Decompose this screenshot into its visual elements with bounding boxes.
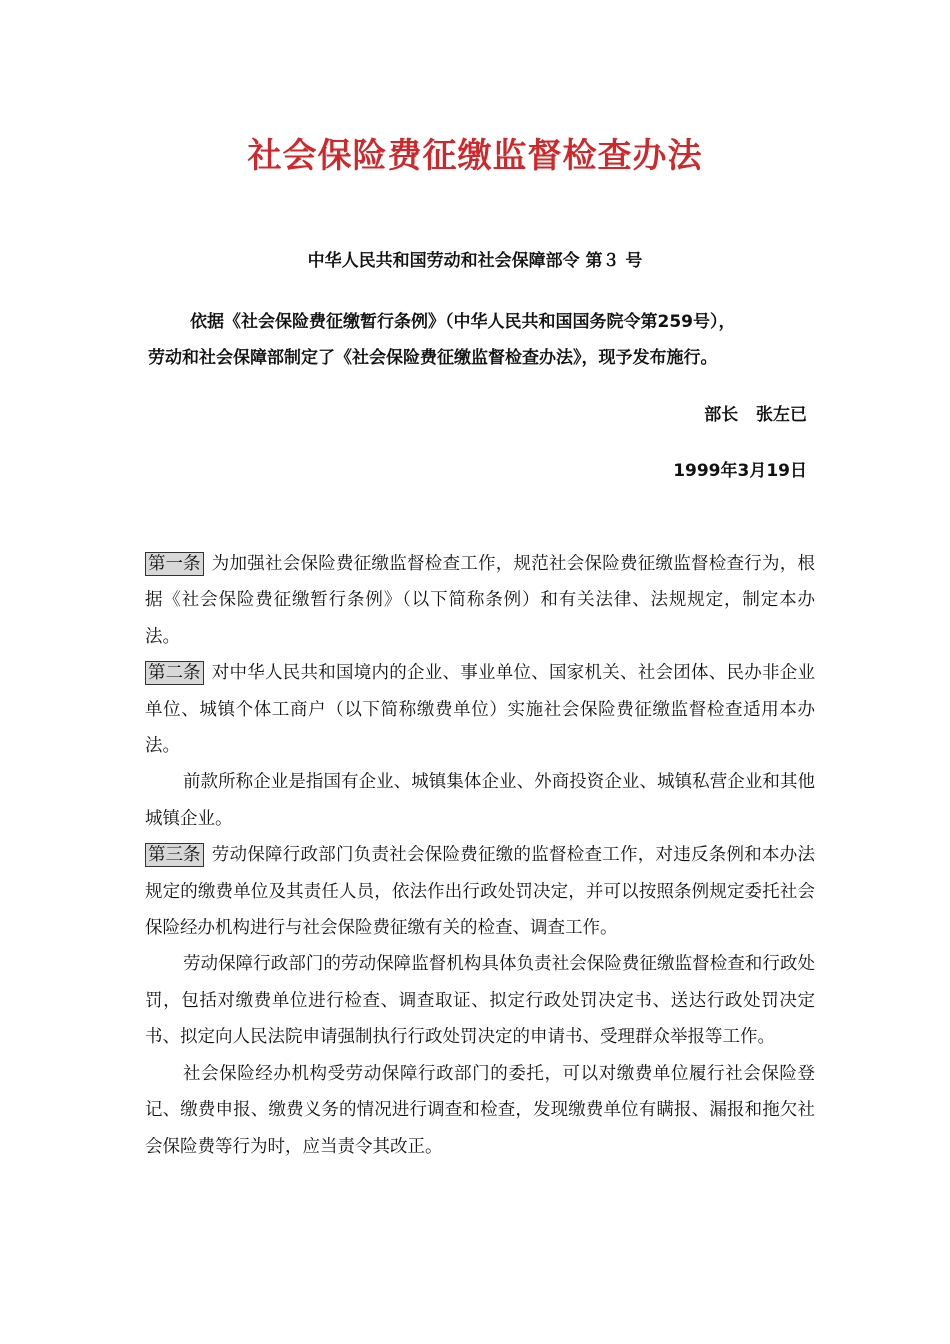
- issue-date: 1999年3月19日: [673, 461, 807, 481]
- article-3-paragraph-3: 社会保险经办机构受劳动保障行政部门的委托，可以对缴费单位履行社会保险登记、缴费申报、缴费义务的情况进行调查和检查，发现缴费单位有瞒报、漏报和拖欠社会保险费等行为时，应当责令其改正。: [145, 1063, 815, 1157]
- article-label: 第一条: [145, 552, 204, 576]
- article-1: [145, 546, 815, 655]
- article-3-paragraph-2: 劳动保障行政部门的劳动保障监督机构具体负责社会保险费征缴监督检查和行政处罚，包括对缴费单位进行检查、调查取证、拟定行政处罚决定书、送达行政处罚决定书、拟定向人民法院申请强制执行行政处罚决定的申请书、受理群众举报等工作。: [145, 954, 815, 1048]
- document-title: 社会保险费征缴监督检查办法: [247, 136, 703, 176]
- preamble-line-2: 劳动和社会保障部制定了《社会保险费征缴监督检查办法》，现予发布施行。: [148, 348, 718, 368]
- preamble: [148, 304, 818, 376]
- article-label: 第三条: [145, 843, 204, 867]
- article-3: [145, 837, 815, 946]
- article-text: 劳动保障行政部门负责社会保险费征缴的监督检查工作，对违反条例和本办法规定的缴费单位及其责任人员，依法作出行政处罚决定，并可以按照条例规定委托社会保险经办机构进行与社会保险费征缴有关的检查、调查工作。: [145, 845, 815, 939]
- article-text: 对中华人民共和国境内的企业、事业单位、国家机关、社会团体、民办非企业单位、城镇个体工商户（以下简称缴费单位）实施社会保险费征缴监督检查适用本办法。: [145, 663, 815, 757]
- decree-number: 中华人民共和国劳动和社会保障部令 第３ 号: [307, 251, 643, 271]
- preamble-line-1: 依据《社会保险费征缴暂行条例》（中华人民共和国国务院令第259号），: [190, 312, 736, 332]
- article-text: 为加强社会保险费征缴监督检查工作，规范社会保险费征缴监督检查行为，根据《社会保险费征缴暂行条例》（以下简称条例）和有关法律、法规规定，制定本办法。: [145, 554, 815, 647]
- article-2-paragraph-2: 前款所称企业是指国有企业、城镇集体企业、外商投资企业、城镇私营企业和其他城镇企业。: [145, 772, 815, 829]
- article-label: 第二条: [145, 661, 204, 685]
- minister-signature: 部长 张左已: [704, 405, 807, 425]
- document-body: [145, 546, 815, 1165]
- article-2: [145, 655, 815, 764]
